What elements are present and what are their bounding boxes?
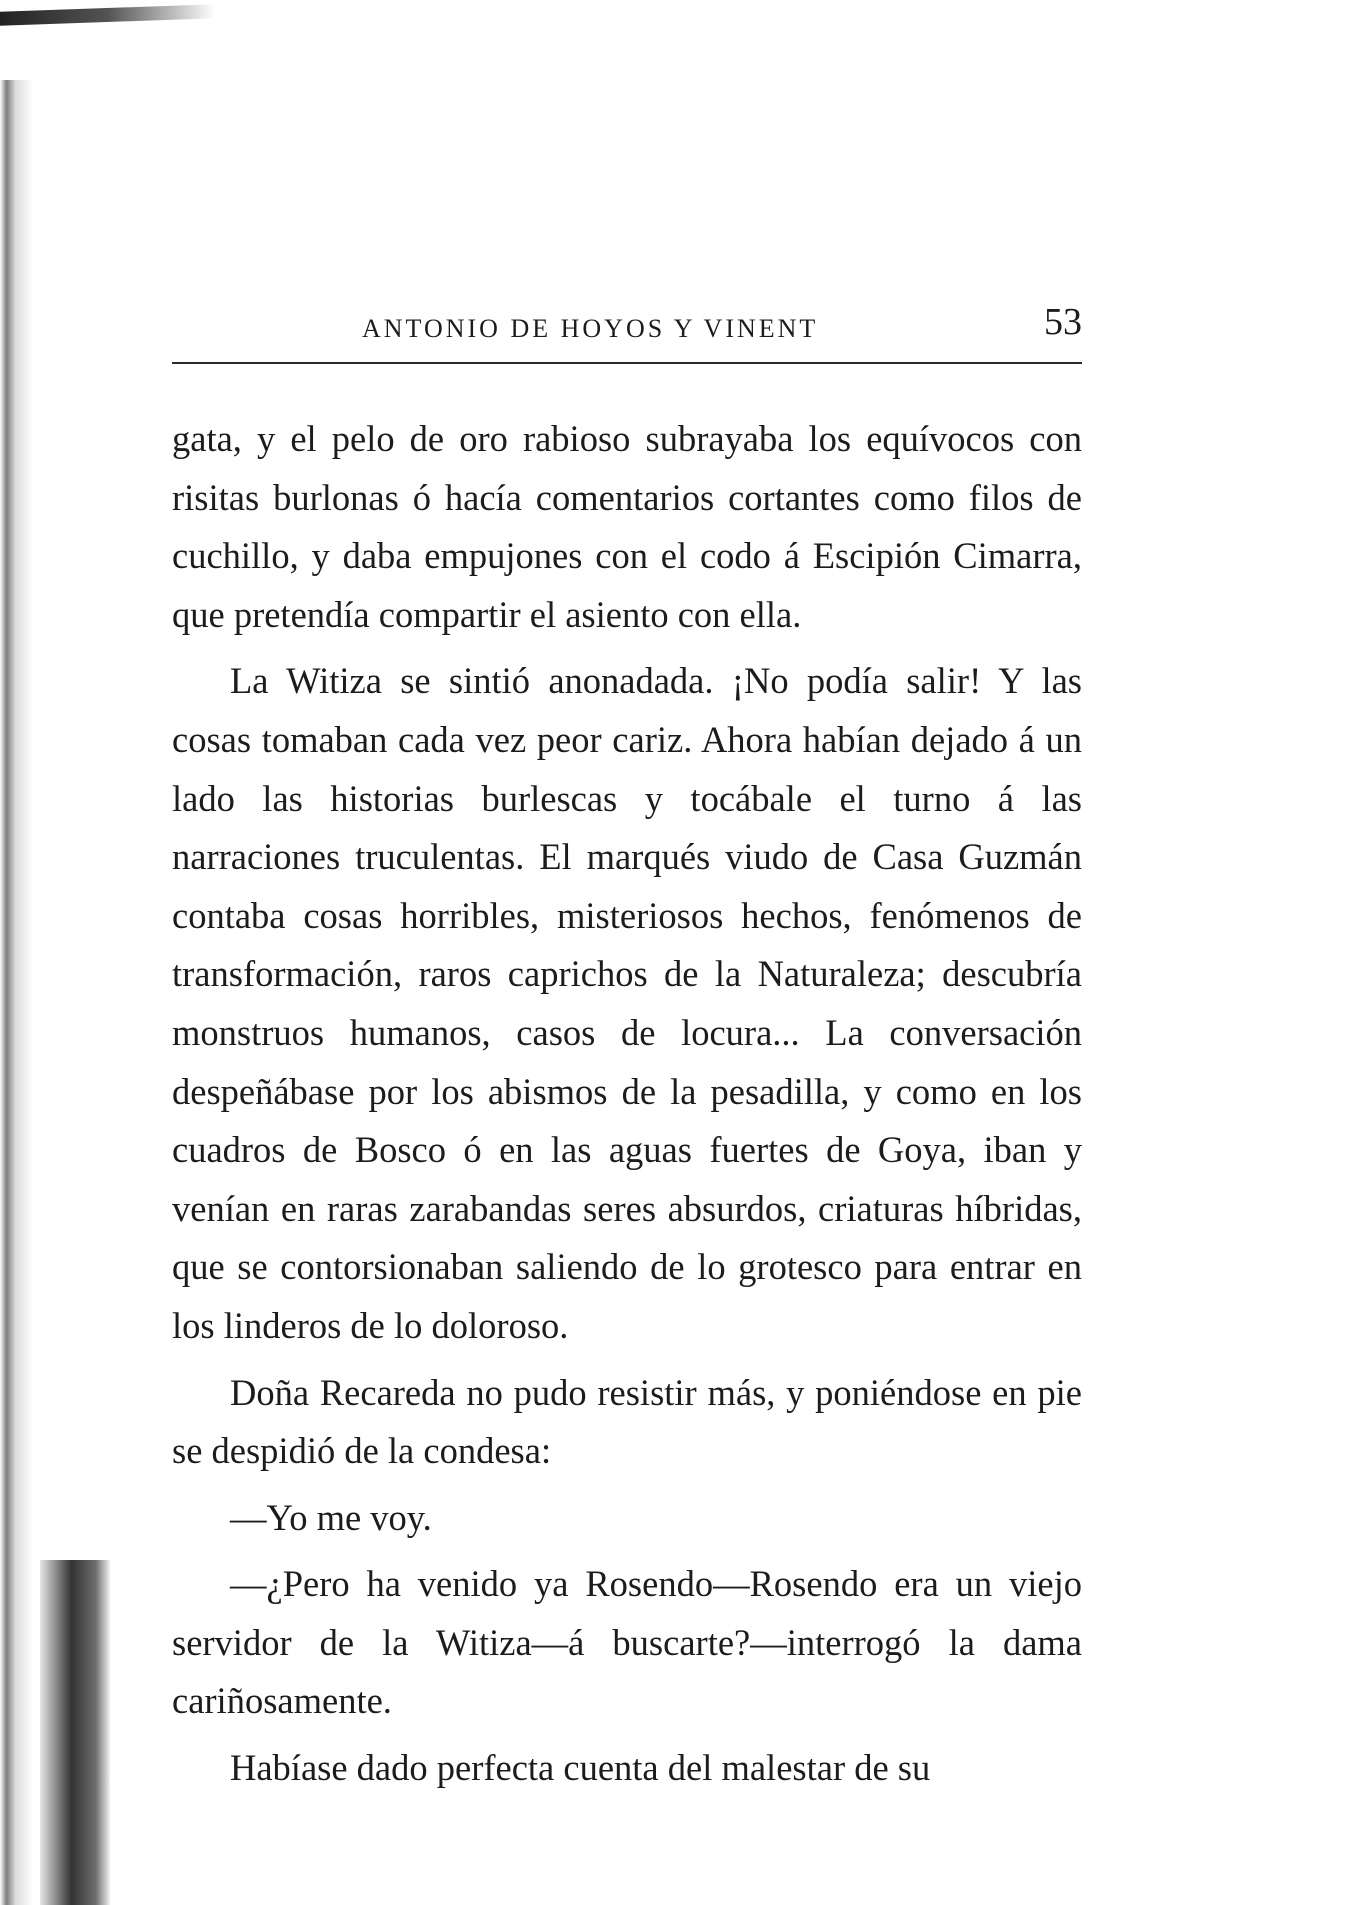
paragraph-1: gata, y el pelo de oro rabioso subrayaba los equívocos con risitas burlonas ó hacía comentarios cortantes como filos de cuchillo, y daba empujones con el codo á Escipión Cimarra, que pretendía compartir el asiento con ella. [172, 418, 1082, 635]
paragraph-3: Doña Recareda no pudo resistir más, y poniéndose en pie se despidió de la condesa: [172, 1371, 1082, 1472]
paragraph-2: La Witiza se sintió anonadada. ¡No podía salir! Y las cosas tomaban cada vez peor cariz. Ahora habían dejado á un lado las historias burlescas y tocábale el turno á las narraciones truculentas. El marqués viudo de Casa Guzmán contaba cosas horribles, misteriosos hechos, fenómenos de transformación, raros caprichos de la Naturaleza; descubría monstruos humanos, casos de locura... La conversación despeñábase por los abismos de la pesadilla, y como en los cuadros de Bosco ó en las aguas fuertes de Goya, iban y venían en raras zarabandas seres absurdos, criaturas híbridas, que se contorsionaban saliendo de lo grotesco para entrar en los linderos de lo doloroso. [172, 660, 1082, 1346]
page-number: 53 [1044, 301, 1082, 343]
running-header [172, 300, 1082, 360]
scan-edge-smudge [0, 4, 215, 26]
running-header-title: ANTONIO DE HOYOS Y VINENT [362, 314, 819, 343]
paragraph-4: —Yo me voy. [230, 1496, 432, 1538]
header-rule [172, 362, 1082, 364]
scan-binding-dark-area [40, 1560, 110, 1905]
paragraph-6: Habíase dado perfecta cuenta del malestar de su [230, 1747, 931, 1789]
page-body-text [172, 410, 1082, 1806]
paragraph-5: —¿Pero ha venido ya Rosendo—Rosendo era un viejo servidor de la Witiza—á buscarte?—interrogó la dama cariñosamente. [172, 1563, 1082, 1722]
